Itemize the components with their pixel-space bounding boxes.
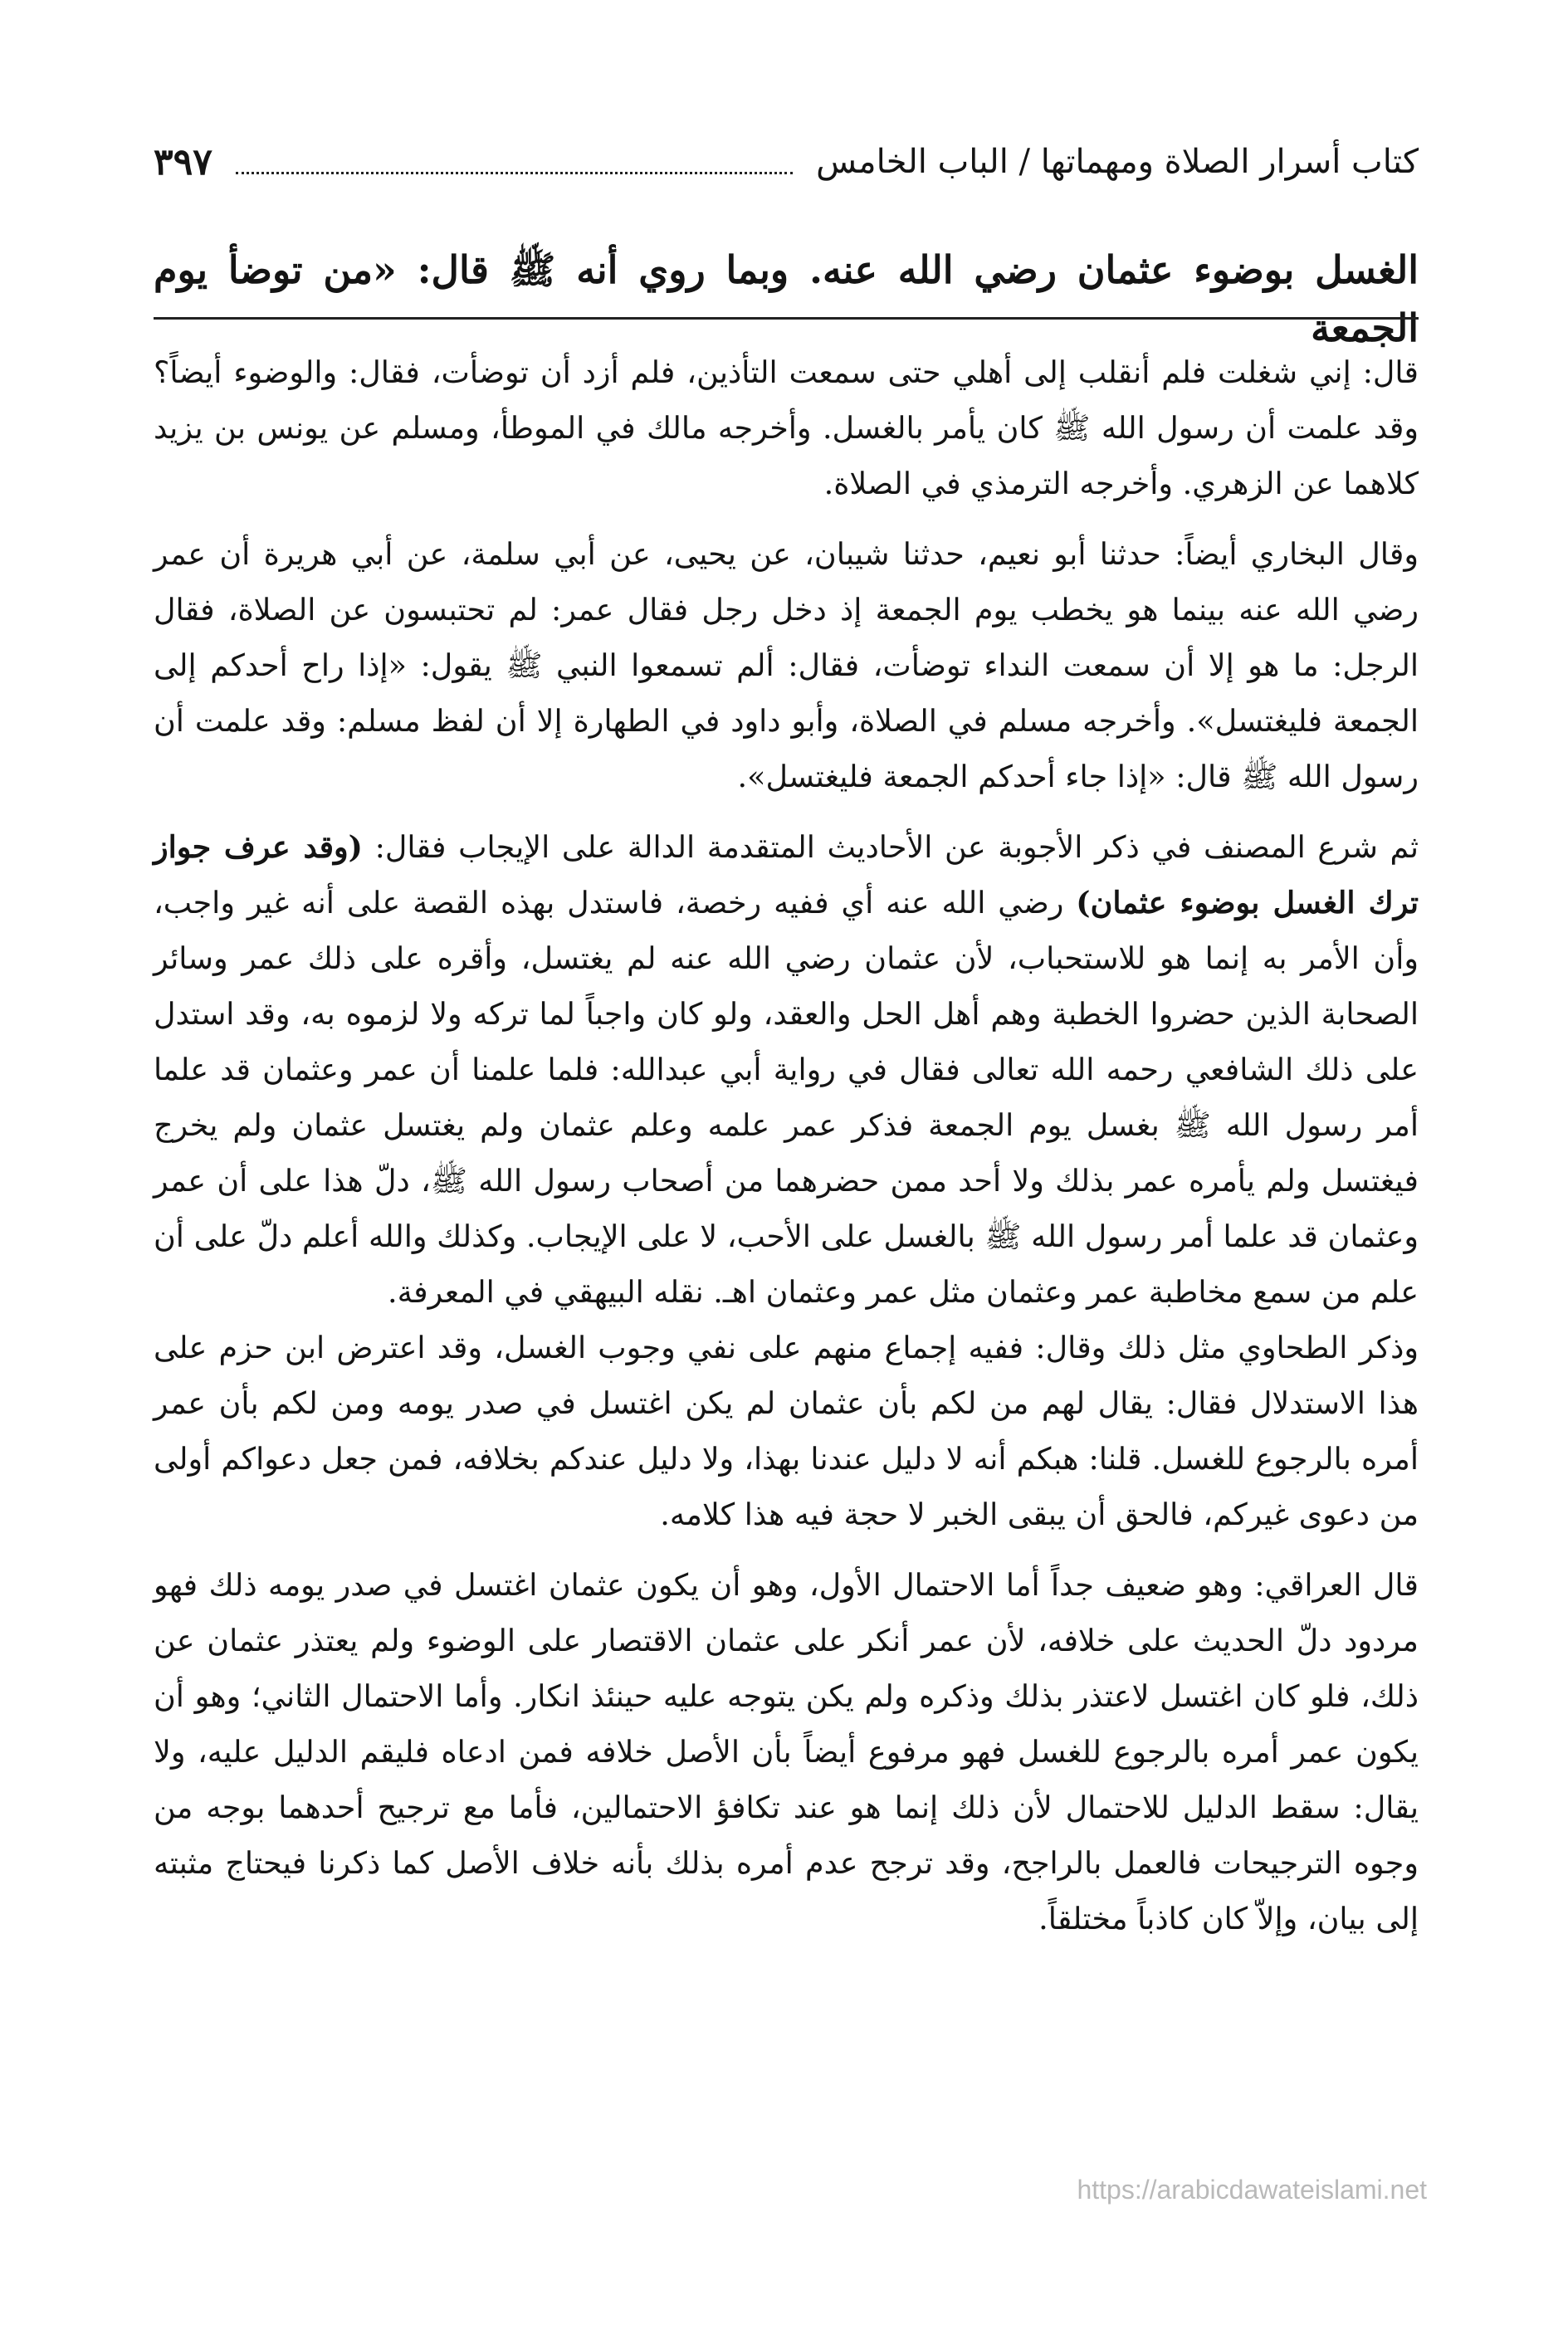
watermark-url: https://arabicdawateislami.net	[1077, 2175, 1427, 2205]
commentary-paragraph-3	[154, 819, 1419, 1320]
dotted-leader	[236, 165, 793, 174]
running-header	[154, 133, 1419, 191]
commentary-paragraph-1: قال: إني شغلت فلم أنقلب إلى أهلي حتى سمعت التأذين، فلم أزد أن توضأت، فقال: والوضوء أيضاً؟ وقد علمت أن رسول الله ﷺ كان يأمر بالغسل. وأخرجه مالك في الموطأ، ومسلم عن يونس بن يزيد كلاهما عن الزهري. وأخرجه الترمذي في الصلاة.	[154, 354, 1419, 501]
commentary-paragraph-2: وقال البخاري أيضاً: حدثنا أبو نعيم، حدثنا شيبان، عن يحيى، عن أبي سلمة، عن أبي هريرة أن عمر رضي الله عنه بينما هو يخطب يوم الجمعة إذ دخل رجل فقال عمر: لم تحتبسون عن الصلاة، فقال الرجل: ما هو إلا أن سمعت النداء توضأت، فقال: ألم تسمعوا النبي ﷺ يقول: «إذا راح أحدكم إلى الجمعة فليغتسل». وأخرجه مسلم في الصلاة، وأبو داود في الطهارة إلا أن لفظ مسلم: وقد علمت أن رسول الله ﷺ قال: «إذا جاء أحدكم الجمعة فليغتسل».	[154, 536, 1419, 794]
commentary-text	[154, 344, 1419, 1946]
quoted-matn: (وقد عرف جواز ترك الغسل بوضوء عثمان)	[154, 829, 1419, 921]
paragraph-3-intro: ثم شرع المصنف في ذكر الأجوبة عن الأحاديث المتقدمة الدالة على الإيجاب فقال:	[374, 829, 1419, 865]
paragraph-3-rest: رضي الله عنه أي ففيه رخصة، فاستدل بهذه القصة على أنه غير واجب، وأن الأمر به إنما هو للاستحباب، لأن عثمان رضي الله عنه لم يغتسل، وأقره على ذلك عمر وسائر الصحابة الذين حضروا الخطبة وهم أهل الحل والعقد، ولو كان واجباً لما تركه ولا لزموه به، وقد استدل على ذلك الشافعي رحمه الله تعالى فقال في رواية أبي عبدالله: فلما علمنا أن عمر وعثمان قد علما أمر رسول الله ﷺ بغسل يوم الجمعة فذكر عمر علمه وعلم عثمان ولم يغتسل عثمان ولم يخرج فيغتسل ولم يأمره عمر بذلك ولا أحد ممن حضرهما من أصحاب رسول الله ﷺ، دلّ هذا على أن عمر وعثمان قد علما أمر رسول الله ﷺ بالغسل على الأحب، لا على الإيجاب. وكذلك والله أعلم دلّ على أن علم من سمع مخاطبة عمر وعثمان مثل عمر وعثمان اهـ. نقله البيهقي في المعرفة.	[154, 885, 1419, 1310]
commentary-paragraph-4: وذكر الطحاوي مثل ذلك وقال: ففيه إجماع منهم على نفي وجوب الغسل، وقد اعترض ابن حزم على هذا الاستدلال فقال: يقال لهم من لكم بأن عثمان لم يكن اغتسل في صدر يومه ومن لكم بأن عمر أمره بالرجوع للغسل. قلنا: هبكم أنه لا دليل عندنا بهذا، ولا دليل عندكم بخلافه، فمن جعل دعواكم أولى من دعوى غيركم، فالحق أن يبقى الخبر لا حجة فيه هذا كلامه.	[154, 1330, 1419, 1532]
commentary-paragraph-5: قال العراقي: وهو ضعيف جداً أما الاحتمال الأول، وهو أن يكون عثمان اغتسل في صدر يومه ذلك فهو مردود دلّ الحديث على خلافه، لأن عمر أنكر على عثمان الاقتصار على الوضوء ولم يعتذر عثمان عن ذلك، فلو كان اغتسل لاعتذر بذلك وذكره ولم يكن يتوجه عليه حينئذ انكار. وأما الاحتمال الثاني؛ وهو أن يكون عمر أمره بالرجوع للغسل فهو مرفوع أيضاً بأن الأصل خلافه فمن ادعاه فليقم الدليل عليه، ولا يقال: سقط الدليل للاحتمال لأن ذلك إنما هو عند تكافؤ الاحتمالين، فأما مع ترجيح أحدهما بوجه من وجوه الترجيحات فالعمل بالراجح، وقد ترجح عدم أمره بذلك بأنه خلاف الأصل كما ذكرنا فيحتاج مثبته إلى بيان، وإلاّ كان كاذباً مختلقاً.	[154, 1567, 1419, 1936]
separator-rule	[154, 317, 1419, 320]
main-text-line: الغسل بوضوء عثمان رضي الله عنه. وبما روي أنه ﷺ قال: «من توضأ يوم الجمعة	[154, 247, 1419, 350]
page-number: ٣٩٧	[154, 140, 212, 183]
running-header-title: كتاب أسرار الصلاة ومهماتها / الباب الخامس	[816, 143, 1419, 181]
